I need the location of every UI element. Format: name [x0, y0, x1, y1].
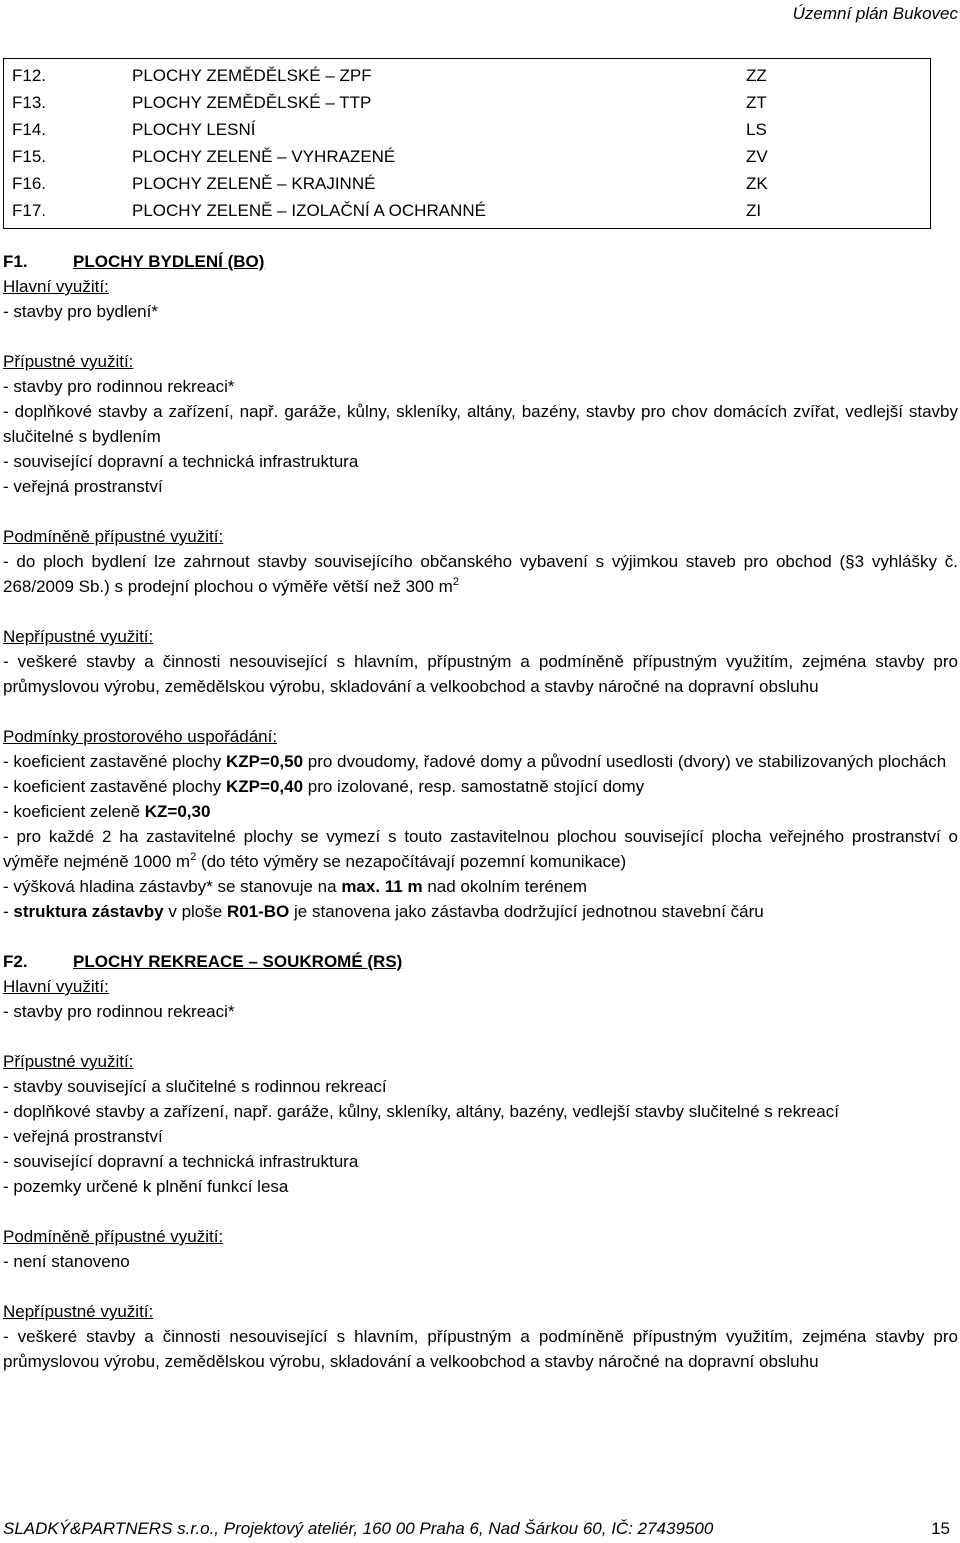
section-number: F2.: [3, 952, 28, 971]
allowed-use-label: Přípustné využití:: [3, 352, 134, 371]
conditional-use-label: Podmíněně přípustné využití:: [3, 1227, 224, 1246]
zones-table: [3, 58, 931, 229]
allowed-use-item: - související dopravní a technická infrastruktura: [3, 452, 359, 471]
spatial-condition-item: - výšková hladina zástavby* se stanovuje na max. 11 m nad okolním terénem: [3, 877, 588, 896]
zone-code: F13.: [12, 93, 47, 112]
spatial-condition-item: - struktura zástavby v ploše R01-BO je stanovena jako zástavba dodržující jednotnou stavební čáru: [3, 902, 764, 921]
conditional-use-item: - není stanoveno: [3, 1252, 130, 1271]
forbidden-use-item: - veškeré stavby a činnosti nesouvisející s hlavním, přípustným a podmíněně přípustným využitím, zejména stavby pro průmyslovou výrobu, zemědělskou výrobu, skladování a velkoobchod a stavby náročné na dopravní obsluhu: [3, 1327, 958, 1371]
zone-name: PLOCHY LESNÍ: [132, 120, 256, 139]
zone-code: F14.: [12, 120, 47, 139]
allowed-use-item: - doplňkové stavby a zařízení, např. garáže, kůlny, skleníky, altány, bazény, vedlejší stavby slučitelné s rekreací: [3, 1102, 839, 1121]
section-heading: PLOCHY BYDLENÍ (BO): [73, 252, 265, 271]
table-row: [4, 89, 931, 116]
allowed-use-item: - stavby související a slučitelné s rodinnou rekreací: [3, 1077, 387, 1096]
allowed-use-label: Přípustné využití:: [3, 1052, 134, 1071]
conditional-use-item: - do ploch bydlení lze zahrnout stavby souvisejícího občanského vybavení s výjimkou staveb pro obchod (§3 vyhlášky č. 268/2009 Sb.) s prodejní plochou o výměře větší než 300 $m^2$: [3, 552, 958, 596]
main-use-item: - stavby pro bydlení*: [3, 302, 158, 321]
spatial-conditions-label: Podmínky prostorového uspořádání:: [3, 727, 278, 746]
spatial-condition-item: - pro každé 2 ha zastavitelné plochy se vymezí s touto zastavitelnou plochou související plocha veřejného prostranství o výměře nejméně 1000 $m^2$ (do této výměry se nezapočítávají pozemní komunikace): [3, 827, 958, 871]
spatial-condition-item: - koeficient zeleně KZ=0,30: [3, 802, 211, 821]
section-number: F1.: [3, 252, 28, 271]
section-f2-title: [3, 949, 958, 974]
conditional-use-label: Podmíněně přípustné využití:: [3, 527, 224, 546]
zone-name: PLOCHY ZEMĚDĚLSKÉ – TTP: [132, 93, 372, 112]
allowed-use-item: - veřejná prostranství: [3, 477, 163, 496]
zone-name: PLOCHY ZELENĚ – IZOLAČNÍ A OCHRANNÉ: [132, 201, 486, 220]
allowed-use-item: - stavby pro rodinnou rekreaci*: [3, 377, 235, 396]
zone-abbr: LS: [746, 120, 767, 139]
main-use-label: Hlavní využití:: [3, 277, 109, 296]
zone-code: F17.: [12, 201, 47, 220]
zone-abbr: ZK: [746, 174, 768, 193]
zone-name: PLOCHY ZEMĚDĚLSKÉ – ZPF: [132, 66, 372, 85]
table-row: [4, 170, 931, 197]
section-f1-title: [3, 249, 958, 274]
allowed-use-item: - doplňkové stavby a zařízení, např. garáže, kůlny, skleníky, altány, bazény, stavby pro chov domácích zvířat, vedlejší stavby slučitelné s bydlením: [3, 402, 958, 446]
zone-name: PLOCHY ZELENĚ – VYHRAZENÉ: [132, 147, 396, 166]
allowed-use-item: - veřejná prostranství: [3, 1127, 163, 1146]
table-row: [4, 59, 931, 90]
table-row: [4, 116, 931, 143]
main-use-label: Hlavní využití:: [3, 977, 109, 996]
zone-code: F15.: [12, 147, 47, 166]
forbidden-use-label: Nepřípustné využití:: [3, 1302, 154, 1321]
allowed-use-item: - pozemky určené k plnění funkcí lesa: [3, 1177, 289, 1196]
zone-abbr: ZT: [746, 93, 767, 112]
zone-abbr: ZZ: [746, 66, 767, 85]
spatial-condition-item: - koeficient zastavěné plochy KZP=0,50 pro dvoudomy, řadové domy a původní usedlosti (dvory) ve stabilizovaných plochách: [3, 752, 947, 771]
zone-abbr: ZV: [746, 147, 768, 166]
spatial-condition-item: - koeficient zastavěné plochy KZP=0,40 pro izolované, resp. samostatně stojící domy: [3, 777, 645, 796]
table-row: [4, 197, 931, 229]
page-number: 15: [931, 1519, 950, 1538]
document-footer: [3, 1519, 950, 1539]
table-row: [4, 143, 931, 170]
section-heading: PLOCHY REKREACE – SOUKROMÉ (RS): [73, 952, 403, 971]
document-body: [3, 249, 958, 1374]
zone-abbr: ZI: [746, 201, 762, 220]
allowed-use-item: - související dopravní a technická infrastruktura: [3, 1152, 359, 1171]
forbidden-use-item: - veškeré stavby a činnosti nesouvisející s hlavním, přípustným a podmíněně přípustným využitím, zejména stavby pro průmyslovou výrobu, zemědělskou výrobu, skladování a velkoobchod a stavby náročné na dopravní obsluhu: [3, 652, 958, 696]
zone-code: F16.: [12, 174, 47, 193]
footer-company: SLADKÝ&PARTNERS s.r.o., Projektový ateliér, 160 00 Praha 6, Nad Šárkou 60, IČ: 27439500: [3, 1519, 714, 1538]
document-header: Územní plán Bukovec: [792, 4, 958, 23]
zone-code: F12.: [12, 66, 47, 85]
main-use-item: - stavby pro rodinnou rekreaci*: [3, 1002, 235, 1021]
zone-name: PLOCHY ZELENĚ – KRAJINNÉ: [132, 174, 376, 193]
forbidden-use-label: Nepřípustné využití:: [3, 627, 154, 646]
